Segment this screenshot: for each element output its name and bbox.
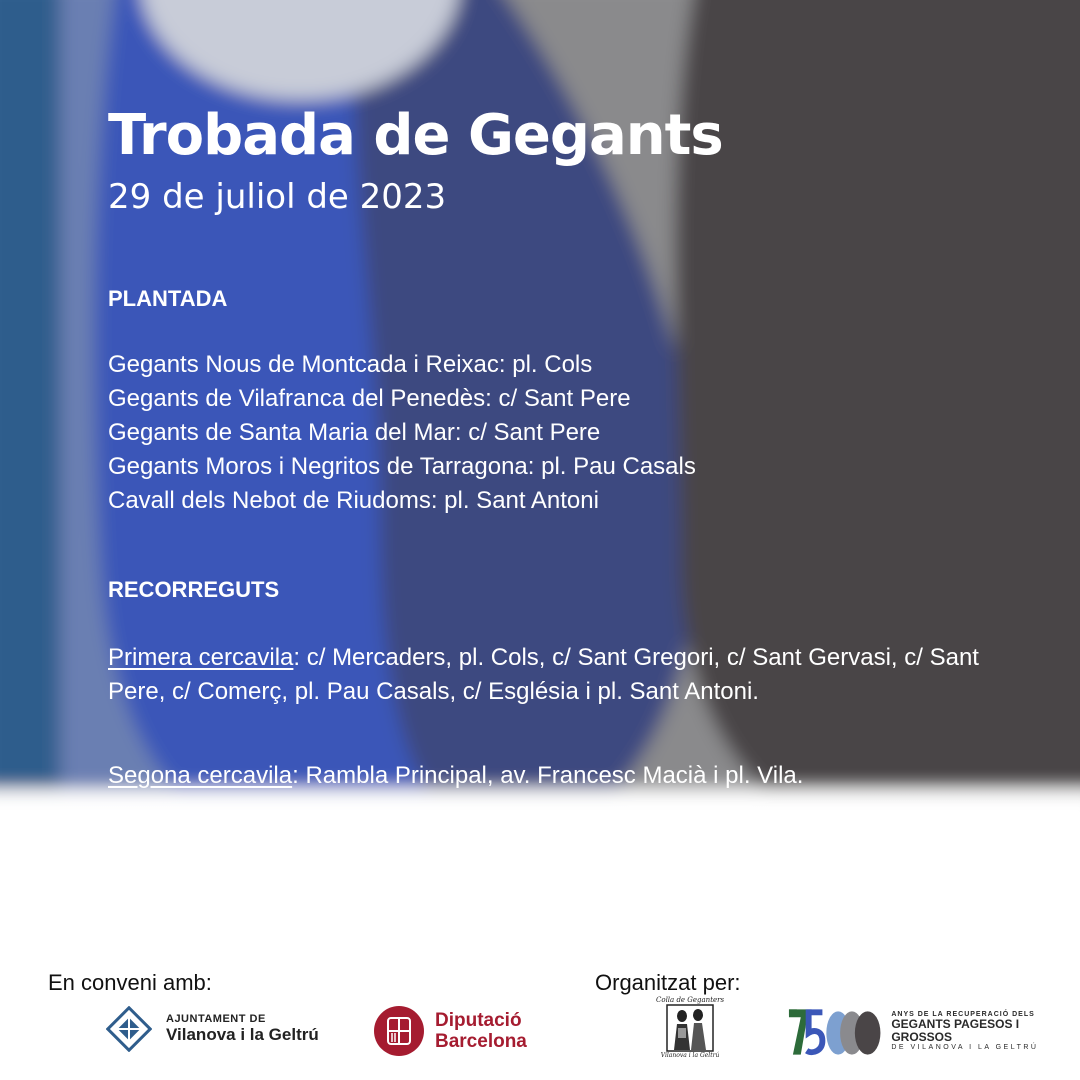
route-name: Primera cercavila xyxy=(108,644,294,671)
colla-line1: Colla de Geganters xyxy=(656,996,725,1004)
route-text: : c/ Mercaders, pl. Cols, c/ Sant Gregori, c/ Sant Gervasi, c/ Sant Pere, c/ Comerç, pl. Pau Casals, c/ Església i pl. Sant Antoni. xyxy=(108,644,979,705)
header xyxy=(108,103,1008,217)
ajuntament-line2: Vilanova i la Geltrú xyxy=(166,1025,319,1044)
recorreguts-heading: RECORREGUTS xyxy=(108,577,280,602)
list-item: Gegants Moros i Negritos de Tarragona: pl. Pau Casals xyxy=(108,453,696,480)
ajuntament-logo xyxy=(106,1006,319,1052)
list-item: Gegants Nous de Montcada i Reixac: pl. Cols xyxy=(108,351,593,378)
anys-logo xyxy=(787,1005,1080,1057)
anys-line3: DE VILANOVA I LA GELTRÚ xyxy=(891,1044,1039,1051)
list-item: Cavall dels Nebot de Riudoms: pl. Sant Antoni xyxy=(108,487,599,514)
plantada-section xyxy=(108,286,227,312)
route-name: Segona cercavila xyxy=(108,762,293,789)
anys-line2: GEGANTS PAGESOS I GROSSOS xyxy=(891,1017,1020,1044)
colla-logo xyxy=(656,996,724,1059)
diputacio-line1: Diputació xyxy=(435,1010,522,1031)
colla-line2: Vilanova i la Geltrú xyxy=(660,1052,720,1059)
list-item: Gegants de Santa Maria del Mar: c/ Sant Pere xyxy=(108,419,601,446)
route-primera xyxy=(108,641,988,708)
diputacio-logo xyxy=(373,1005,527,1057)
ajuntament-line1: AJUNTAMENT DE xyxy=(166,1013,266,1025)
plantada-heading: PLANTADA xyxy=(108,286,228,311)
diputacio-emblem-icon xyxy=(373,1005,425,1057)
anys-line1: ANYS DE LA RECUPERACIÓ DELS xyxy=(891,1011,1035,1018)
route-segona xyxy=(108,759,988,793)
conveni-label: En conveni amb: xyxy=(48,970,212,995)
page-title: Trobada de Gegants xyxy=(108,103,723,168)
diputacio-line2: Barcelona xyxy=(435,1031,527,1052)
organitzat-label: Organitzat per: xyxy=(595,970,741,995)
giants-illustration-icon xyxy=(666,1004,714,1052)
ajuntament-emblem-icon xyxy=(106,1006,152,1052)
plantada-list xyxy=(108,348,696,518)
list-item: Gegants de Vilafranca del Penedès: c/ Sant Pere xyxy=(108,385,631,412)
event-date: 29 de juliol de 2023 xyxy=(108,177,447,217)
recorreguts-section xyxy=(108,577,279,603)
seventy-five-emblem-icon xyxy=(787,1005,885,1057)
route-text: : Rambla Principal, av. Francesc Macià i pl. Vila. xyxy=(292,762,804,789)
